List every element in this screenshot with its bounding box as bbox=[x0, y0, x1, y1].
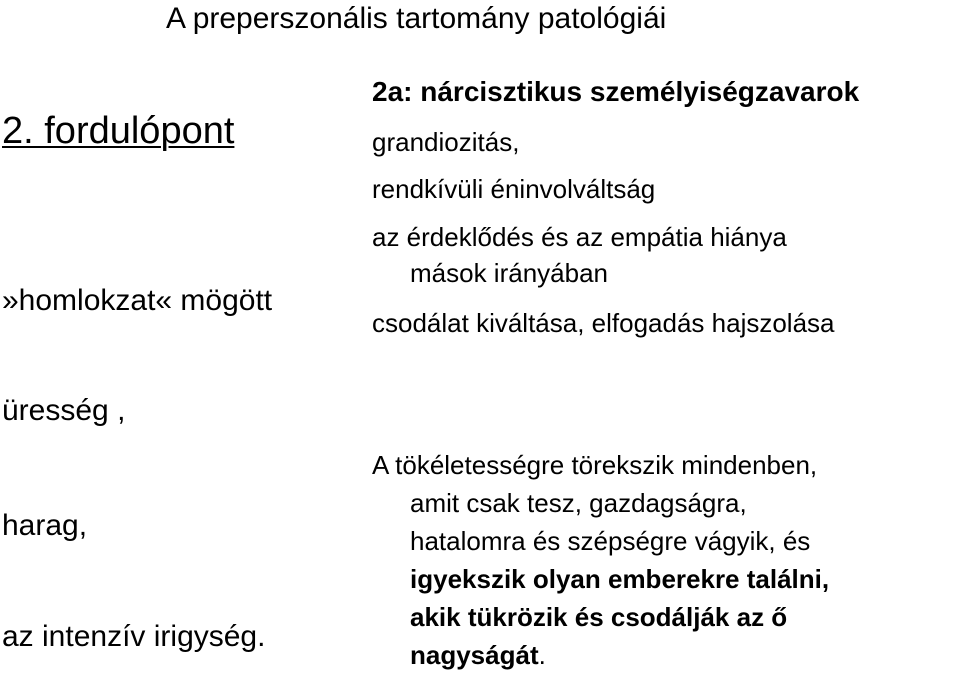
trait-self-involvement: rendkívüli éninvolváltság bbox=[372, 174, 656, 204]
paragraph-line-6-bold: nagyságát bbox=[410, 640, 539, 670]
turning-point-heading: 2. fordulópont bbox=[2, 110, 235, 152]
left-item-emptiness: üresség , bbox=[2, 394, 126, 427]
paragraph-line-5: akik tükrözik és csodálják az ő bbox=[410, 602, 788, 632]
paragraph-line-2: amit csak tesz, gazdagságra, bbox=[410, 488, 747, 518]
paragraph-line-4: igyekszik olyan emberekre találni, bbox=[410, 564, 830, 594]
paragraph-line-1: A tökéletességre törekszik mindenben, bbox=[372, 450, 818, 480]
facade-label: »homlokzat« mögött bbox=[2, 284, 273, 317]
trait-admiration-seeking: csodálat kiváltása, elfogadás hajszolása bbox=[372, 308, 835, 338]
paragraph-line-6-end: . bbox=[538, 640, 546, 670]
trait-lack-of-empathy-continued: mások irányában bbox=[410, 258, 608, 288]
left-item-anger: harag, bbox=[2, 509, 88, 542]
paragraph-line-6 bbox=[372, 636, 952, 674]
slide-title: A preperszonális tartomány patológiái bbox=[166, 2, 667, 35]
trait-grandiosity: grandiozitás, bbox=[372, 127, 520, 157]
paragraph-line-3: hatalomra és szépségre vágyik, és bbox=[410, 526, 811, 556]
perfectionism-paragraph bbox=[372, 446, 952, 674]
left-item-envy: az intenzív irigység. bbox=[2, 620, 266, 653]
trait-lack-of-empathy: az érdeklődés és az empátia hiánya bbox=[372, 222, 787, 252]
narcissistic-heading: 2a: nárcisztikus személyiségzavarok bbox=[372, 76, 860, 107]
